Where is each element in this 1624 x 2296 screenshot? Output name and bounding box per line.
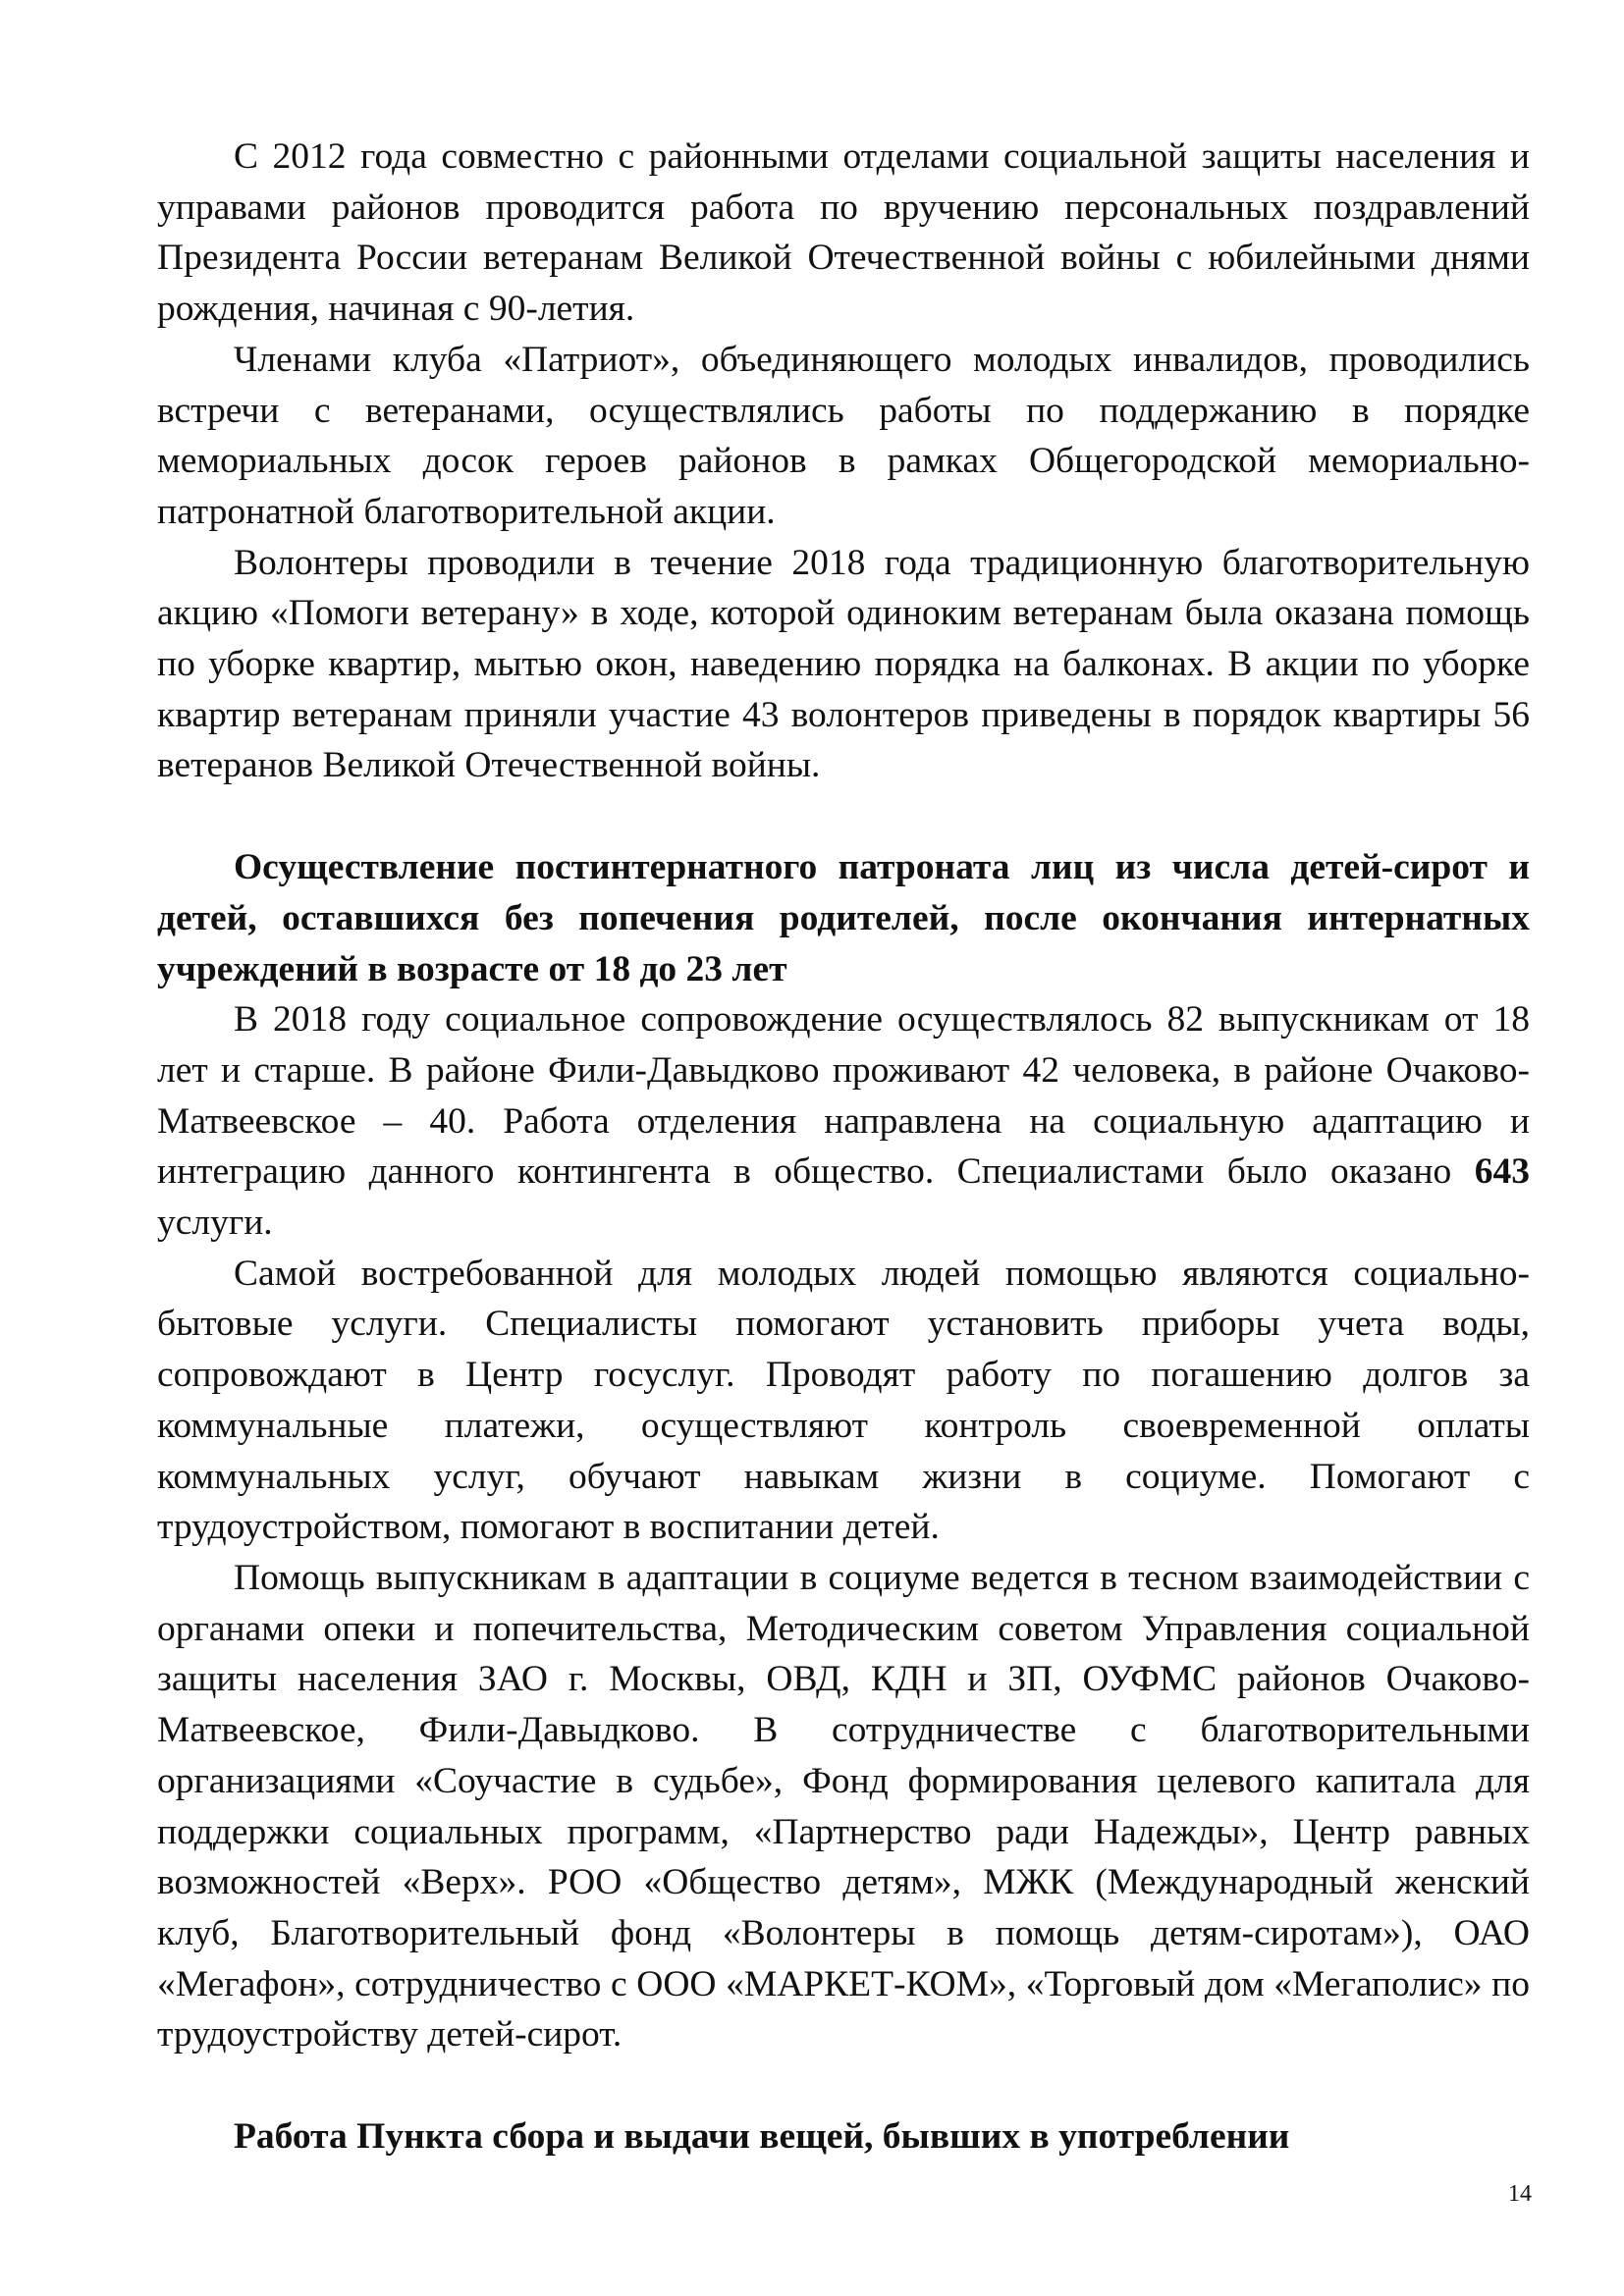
section-spacer: [157, 2060, 1530, 2111]
section-heading-post-boarding-patronage: Осуществление постинтернатного патроната лиц из числа детей-сирот и детей, оставшихся без попечения родителей, после окончания интернатных учреждений в возрасте от 18 до 23 лет: [157, 847, 1530, 989]
paragraph-social-support-end: услуги.: [157, 1202, 273, 1244]
paragraph-social-support: [157, 994, 1530, 1249]
paragraph-patriot-club: Членами клуба «Патриот», объединяющего молодых инвалидов, проводились встречи с ветеранами, осуществлялись работы по поддержанию в порядке мемориальных досок героев районов в рамках Общегородской мемориально-патронатной благотворительной акции.: [157, 339, 1530, 532]
services-count: 643: [1474, 1151, 1530, 1193]
section-spacer: [157, 791, 1530, 842]
paragraph-social-support-text: В 2018 году социальное сопровождение осуществлялось 82 выпускникам от 18 лет и старше. В районе Фили-Давыдково проживают 42 человека, в районе Очаково-Матвеевское – 40. Работа отделения направлена на социальную адаптацию и интеграцию данного контингента в общество. Специалистами было оказано: [157, 999, 1530, 1193]
document-body: [157, 132, 1530, 2163]
paragraph-cooperation: Помощь выпускникам в адаптации в социуме ведется в тесном взаимодействии с органами опеки и попечительства, Методическим советом Управления социальной защиты населения ЗАО г. Москвы, ОВД, КДН и ЗП, ОУФМС районов Очаково-Матвеевское, Фили-Давыдково. В сотрудничестве с благотворительными организациями «Соучастие в судьбе», Фонд формирования целевого капитала для поддержки социальных программ, «Партнерство ради Надежды», Центр равных возможностей «Верх». РОО «Общество детям», МЖК (Международный женский клуб, Благотворительный фонд «Волонтеры в помощь детям-сиротам»), ОАО «Мегафон», сотрудничество с ООО «МАРКЕТ-КОМ», «Торговый дом «Мегаполис» по трудоустройству детей-сирот.: [157, 1557, 1530, 2056]
paragraph-veterans-greetings: С 2012 года совместно с районными отделами социальной защиты населения и управами районов проводится работа по вручению персональных поздравлений Президента России ветеранам Великой Отечественной войны с юбилейными днями рождения, начиная с 90-летия.: [157, 136, 1530, 330]
paragraph-volunteers: Волонтеры проводили в течение 2018 года традиционную благотворительную акцию «Помоги ветерану» в ходе, которой одиноким ветеранам была оказана помощь по уборке квартир, мытью окон, наведению порядка на балконах. В акции по уборке квартир ветеранам приняли участие 43 волонтеров приведены в порядок квартиры 56 ветеранов Великой Отечественной войны.: [157, 542, 1530, 786]
paragraph-social-household-services: Самой востребованной для молодых людей помощью являются социально-бытовые услуги. Специалисты помогают установить приборы учета воды, сопровождают в Центр госуслуг. Проводят работу по погашению долгов за коммунальные платежи, осуществляют контроль своевременной оплаты коммунальных услуг, обучают навыкам жизни в социуме. Помогают с трудоустройством, помогают в воспитании детей.: [157, 1253, 1530, 1548]
section-heading-collection-point: Работа Пункта сбора и выдачи вещей, бывших в употреблении: [234, 2116, 1290, 2158]
page-number: 14: [1508, 2181, 1532, 2207]
